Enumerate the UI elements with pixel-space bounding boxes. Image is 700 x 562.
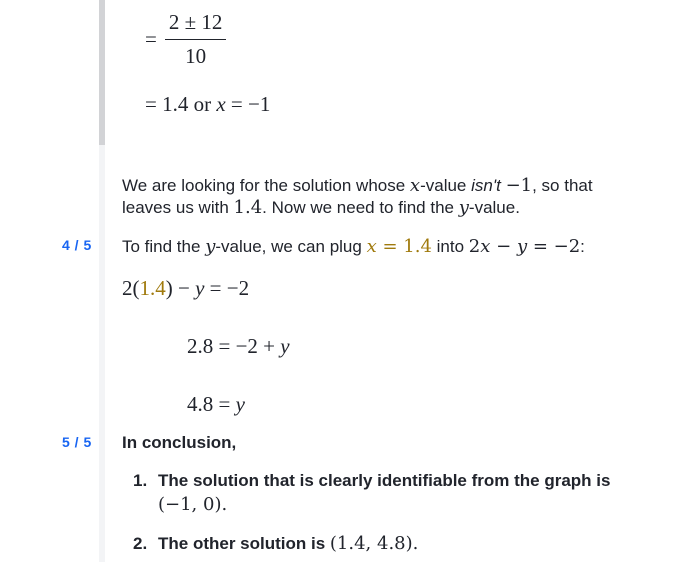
fraction-equation	[145, 10, 226, 69]
emphasis-text: isn't	[471, 176, 501, 195]
conclusion-heading: In conclusion,	[122, 433, 237, 452]
list-item-number-2: 2.	[133, 534, 148, 553]
result-left: = 1.4	[145, 92, 189, 116]
step4-intro	[122, 236, 682, 258]
explanation-line-1	[122, 175, 642, 197]
step-label-5: 5 / 5	[62, 434, 92, 450]
text: :	[580, 237, 585, 256]
explanation-paragraph	[122, 175, 642, 219]
substitution-equation	[122, 276, 249, 301]
equals-sign: =	[145, 27, 157, 51]
result-or: or	[193, 92, 212, 116]
step-label-4: 4 / 5	[62, 237, 92, 253]
result-var: x	[216, 92, 226, 116]
fraction-denominator: 10	[185, 44, 207, 68]
list-item-math: (1.4, 4.8).	[329, 533, 419, 554]
math-var: x	[409, 175, 421, 196]
text: To find the	[122, 237, 201, 256]
math-value: = 1.4	[382, 236, 432, 257]
list-item-text: The solution that is clearly identifiable from the graph is	[158, 471, 611, 490]
simplify-equation-1	[187, 334, 290, 359]
math-op: ) −	[165, 276, 196, 300]
fraction-numerator: 2 ± 12	[165, 10, 227, 40]
math-value: 1.4	[233, 197, 263, 218]
math-term: 4.8 =	[187, 392, 236, 416]
math-op: −	[490, 236, 517, 257]
result-right: = −1	[230, 92, 271, 116]
simplify-equation-2	[187, 392, 245, 417]
math-value: 1.4	[139, 276, 166, 300]
result-equation	[145, 92, 270, 117]
text: , so that	[532, 176, 593, 195]
text: -value, we can plug	[215, 237, 362, 256]
math-term: 2.8 = −2 +	[187, 334, 281, 358]
step-gutter	[99, 145, 105, 562]
math-term: 2(	[122, 276, 140, 300]
math-var: x	[366, 236, 377, 257]
math-var: y	[195, 276, 205, 300]
math-var: y	[516, 236, 528, 257]
math-value: −1	[505, 175, 533, 196]
list-item-1	[158, 470, 638, 516]
math-var: x	[480, 236, 491, 257]
text: -value.	[468, 198, 520, 217]
list-item-2	[158, 533, 638, 555]
math-term: 2	[468, 236, 481, 257]
fraction	[165, 10, 227, 69]
math-var: y	[235, 392, 245, 416]
text: leaves us with	[122, 198, 229, 217]
text: . Now we need to find the	[262, 198, 454, 217]
text: We are looking for the solution whose	[122, 176, 406, 195]
step-gutter-active	[99, 0, 105, 145]
math-var: y	[280, 334, 290, 358]
text: into	[436, 237, 465, 256]
explanation-line-2	[122, 197, 642, 219]
math-term: = −2	[204, 276, 250, 300]
list-item-number-1: 1.	[133, 471, 148, 490]
text: -value	[420, 176, 467, 195]
list-item-text: The other solution is	[158, 534, 326, 553]
original-equation	[469, 236, 580, 257]
math-var: y	[205, 236, 216, 257]
math-term: = −2	[527, 236, 581, 257]
math-var: y	[458, 197, 469, 218]
list-item-math: (−1, 0).	[158, 494, 228, 515]
